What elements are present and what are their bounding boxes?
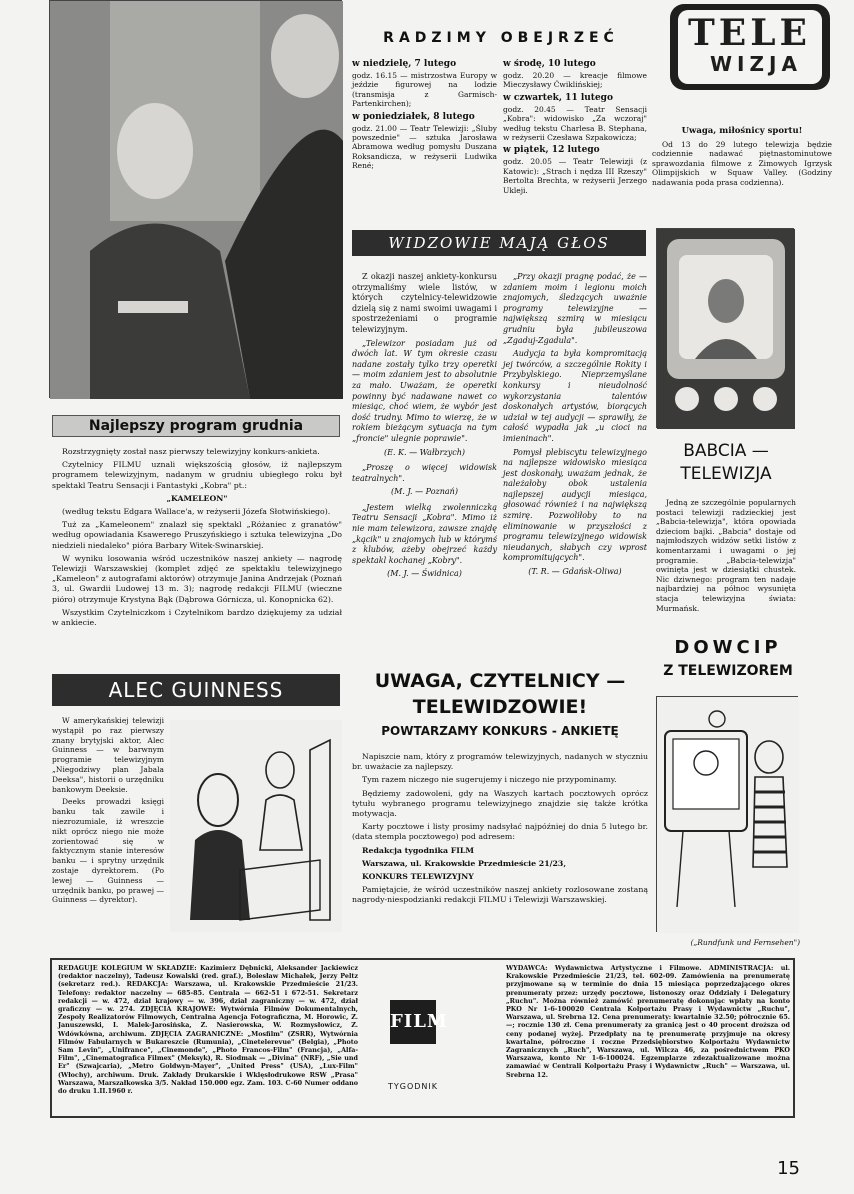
address-line: Redakcja tygodnika FILM <box>362 845 475 855</box>
photo-illustration <box>50 1 343 399</box>
day-heading: w czwartek, 11 lutego <box>503 92 613 103</box>
address-line: Warszawa, ul. Krakowskie Przedmieście 21/23, <box>362 858 567 868</box>
sport-title: Uwaga, miłośnicy sportu! <box>681 126 803 136</box>
babcia-text: Jedną ze szczególnie popularnych postaci telewizji radzieckiej jest „Babcia-telewizja", która opowiada dzieciom bajki. „Babcia" dostaje od najmłodszych widzów setki listów z komentarzami i uwagami o jej programie. „Babcia-telewizja" owinięta jest w dziesiątki chustek. Nic dziwnego: program ten nadaje najbardziej na północ wysunięta stacja telewizyjna świata: Murmańsk. <box>656 498 796 613</box>
dowcip-title-line2: Z TELEWIZOREM <box>663 663 793 679</box>
masthead-publisher: WYDAWCA: Wydawnictwa Artystyczne i Filmowe. ADMINISTRACJA: ul. Krakowskie Przedmieście 21/23, tel. 602-09. Zamówienia na prenumeratę przyjmowane są w terminie do dnia 15 miesiąca poprzedzającego okres prenumeraty przez: urzędy pocztowe, listonoszy oraz Oddziały i Delegatury „Ruchu". Można również zamówić prenumeratę dokonując wpłaty na konto PKO Nr 1-6-100020 Centrala Kolportażu Prasy i Wydawnictw „Ruchu", Warszawa, ul. Srebrna 12. Cena prenumeraty: kwartalnie 32.50; półrocznie 65.—; rocznie 130 zł. Cena prenumeraty za granicą jest o 40 procent droższa od ceny podanej wyżej. Przedpłaty na tę prenumeratę przyjmuje na okresy kwartalne, półroczne i roczne Przedsiębiorstwo Kolportażu Wydawnictw Zagranicznych „Ruch", Warszawa, ul. Wilcza 46, za pośrednictwem PKO Warszawa, konto Nr 1-6-100024. Egzemplarze zdezaktualizowane można zamawiać w Centrali Kolportażu Prasy i Wydawnictw „Ruch" — Warszawa, ul. Srebrna 12. <box>506 964 790 1079</box>
guinness-caricature <box>170 720 342 932</box>
paragraph: Pamiętajcie, że wśród uczestników naszej ankiety rozlosowane zostaną nagrody-niespodzianki redakcji FILMU i Telewizji Warszawskiej. <box>352 885 648 905</box>
address-line: KONKURS TELEWIZYJNY <box>362 872 474 882</box>
paragraph: Napiszcie nam, który z programów telewizyjnych, nadanych w styczniu br. uważacie za najlepszy. <box>352 752 648 772</box>
day-heading: w poniedziałek, 8 lutego <box>352 111 475 122</box>
paragraph: (według tekstu Edgara Wallace'a, w reżyserii Józefa Słotwińskiego). <box>62 507 331 517</box>
paragraph: Tuż za „Kameleonem" znalazł się spektakl „Różaniec z granatów" według opowiadania Ksawerego Pruszyńskiego i sztuka telewizyjna „Do niedzieli niedaleko" pióra Barbary Witek-Swinarskiej. <box>52 520 342 550</box>
dowcip-credit: („Rundfunk und Fernsehen") <box>690 938 800 947</box>
radzimy-col-left <box>352 56 497 206</box>
babcia-title-line2: TELEWIZJA <box>680 464 772 484</box>
paragraph: Tym razem niczego nie sugerujemy i niczego nie przypominamy. <box>362 775 617 785</box>
caricature-drawing <box>170 720 342 932</box>
letter-signature: (T. R. — Gdańsk-Oliwa) <box>528 567 622 577</box>
paragraph-title: „KAMELEON" <box>166 493 228 503</box>
letter-text: „Jestem wielką zwolenniczką Teatru Sensacji „Kobra". Mimo iż nie mam telewizora, zawsze znajdę „kącik" u znajomych lub w którymś z klubów, ażeby obejrzeć każdy spektakl kochanej „Kobry". <box>352 502 497 565</box>
babcia-title-line1: BABCIA — <box>683 441 769 461</box>
program-item: godz. 21.00 — Teatr Telewizji: „Śluby powszednie" — sztuka Jarosława Abramowa według pomysłu Duszana Roksandicza, w reżyserii Ludwika René; <box>352 123 497 171</box>
letter-text: „Przy okazji pragnę podać, że — zdaniem moim i legionu moich znajomych, śledzących uważnie programy telewizyjne — największą szmirą w miesiącu grudniu była jubileuszowa „Zgaduj-Zgadula". <box>503 272 647 345</box>
widzowie-col-1 <box>352 272 497 667</box>
letter-signature: (M. J. — Poznań) <box>391 487 458 497</box>
letter-signature: (M. J. — Świdnica) <box>387 569 462 579</box>
dowcip-title-line1: DOWCIP <box>674 637 782 658</box>
guinness-portrait-photo <box>49 0 342 398</box>
telewizja-logo <box>670 4 830 90</box>
page-number: 15 <box>777 1158 800 1179</box>
alec-title: ALEC GUINNESS <box>52 674 340 706</box>
najlepszy-title: Najlepszy program grudnia <box>52 415 340 437</box>
widzowie-title: WIDZOWIE MAJĄ GŁOS <box>352 230 646 256</box>
program-item: godz. 20.20 — kreacje filmowe Mieczysławy Ćwiklińskiej; <box>503 71 647 90</box>
radzimy-title: RADZIMY OBEJRZEĆ <box>383 30 619 46</box>
logo-text-wizja: WIZJA <box>710 52 802 76</box>
paragraph: Wszystkim Czytelniczkom i Czytelnikom bardzo dziękujemy za udział w ankiecie. <box>52 607 342 628</box>
letter-text: Pomysł plebiscytu telewizyjnego na najlepsze widowisko miesiąca jest doskonały, uważam jednak, że należałoby obok ustalenia najlepszej audycji miesiąca, głosować również i na największą szmirę. Pozwoliłoby to na eliminowanie w przyszłości z programu telewizyjnego widowisk nieudanych, słabych czy wprost kompromitujących". <box>503 447 647 563</box>
babcia-title <box>656 440 796 490</box>
day-heading: w piątek, 12 lutego <box>503 145 600 156</box>
letter-text: Z okazji naszej ankiety-konkursu otrzymaliśmy wiele listów, w których czytelnicy-telewidzowie dzielą się z nami swoimi uwagami i spostrzeżeniami o programie telewizyjnym. <box>352 272 497 334</box>
letter-text: „Proszę o więcej widowisk teatralnych". <box>352 463 497 483</box>
film-logo: FILM <box>390 1000 436 1044</box>
masthead-box <box>50 958 795 1118</box>
day-heading: w środę, 10 lutego <box>503 59 596 69</box>
paragraph: Będziemy zadowoleni, gdy na Waszych kartach pocztowych oprócz tytułu wybranego programu telewizyjnego znajdzie się także krótka motywacja. <box>352 788 648 819</box>
day-heading: w niedzielę, 7 lutego <box>352 59 457 69</box>
sport-notice <box>652 126 832 210</box>
widzowie-col-2 <box>503 272 647 667</box>
tv-set-illustration <box>657 229 795 429</box>
radzimy-col-right <box>503 56 647 206</box>
paragraph: Czytelnicy FILMU uznali większością głosów, iż najlepszym programem telewizyjnym, nadanym w grudniu ubiegłego roku był spektakl Teatru Sensacji i Fantastyki „Kobra" pt.: <box>52 460 342 490</box>
uwaga-title <box>352 668 648 722</box>
paragraph: Karty pocztowe i listy prosimy nadsyłać najpóźniej do dnia 5 lutego br. (data stempla pocztowego) pod adresem: <box>352 822 648 842</box>
sport-text: Od 13 do 29 lutego telewizja będzie codziennie nadawać piętnastominutowe sprawozdania filmowe z Zimowych Igrzysk Olimpijskich w Squaw Valley. (Godziny nadawania poda prasa codzienna). <box>652 140 832 187</box>
paragraph: W wyniku losowania wśród uczestników naszej ankiety — nagrodę Telewizji Warszawskiej (komplet zdjęć ze spektaklu telewizyjnego „Kameleon" z autografami aktorów) otrzymuje Janina Andrzejak (Poznań 3, ul. Gwardii Ludowej 13 m. 3); nagrodę redakcji FILMU (wieczne pióro) otrzymuje Krystyna Bąk (Dąbrowa Górnicza, ul. Konopnicka 62). <box>52 553 342 604</box>
letter-text: „Telewizor posiadam już od dwóch lat. W tym okresie czasu nadane zostały tylko trzy operetki — moim zdaniem jest to absolutnie za mało. Uważam, że operetki powinny być nadawane nawet co miesiąc, choć wiem, że wybór jest dość trudny. Mimo to wierzę, że w rokiem bieżącym sytuacja na tym „froncie" ulegnie poprawie". <box>352 338 497 443</box>
film-logo-subtitle: TYGODNIK <box>387 1082 439 1091</box>
logo-text-tele: TELE <box>688 12 811 54</box>
paragraph: Rozstrzygnięty został nasz pierwszy telewizyjny konkurs-ankieta. <box>62 447 320 456</box>
alec-text <box>52 716 164 944</box>
dowcip-title <box>658 636 798 690</box>
program-item: godz. 20.45 — Teatr Sensacji „Kobra": widowisko „Za wczoraj" według tekstu Charlesa B. Stephana, w reżyserii Czesława Szpakowicza; <box>503 104 647 143</box>
uwaga-text <box>352 752 648 947</box>
uwaga-title-line2: TELEWIDZOWIE! <box>412 696 588 718</box>
uwaga-subtitle: POWTARZAMY KONKURS - ANKIETĘ <box>381 724 619 738</box>
babcia-photo <box>656 228 794 428</box>
program-item: godz. 20.05 — Teatr Telewizji (z Katowic): „Strach i nędza III Rzeszy" Bertolta Brechta, w reżyserii Jerzego Ukleji. <box>503 157 647 195</box>
letter-signature: (E. K. — Wałbrzych) <box>384 447 465 457</box>
uwaga-title-line1: UWAGA, CZYTELNICY — <box>374 670 626 692</box>
program-item: godz. 16.15 — mistrzostwa Europy w jeździe figurowej na lodzie (transmisja z Garmisch-Partenkirchen); <box>352 71 497 109</box>
letter-text: Audycja ta była kompromitacją jej twórców, a szczególnie Rokity i Przybylskiego. Nieprzemyślane konkursy i nieudolność wykorzystania talentów doskonałych artystów, biorących udział w tej audycji — sprawiły, że całość wypadła jak „u cioci na imieninach". <box>503 349 647 443</box>
cartoon-drawing <box>657 697 799 933</box>
paragraph: W amerykańskiej telewizji wystąpił po raz pierwszy znany brytyjski aktor, Alec Guinness — w barwnym programie telewizyjnym „Niegodziwy plan Jabala Deeksa", historii o urzędniku bankowym Deeksie. <box>52 716 164 794</box>
najlepszy-text <box>52 447 342 662</box>
dowcip-cartoon <box>656 696 798 932</box>
masthead-editorial: REDAGUJE KOLEGIUM W SKŁADZIE: Kazimierz Dębnicki, Aleksander Jackiewicz (redaktor naczelny), Tadeusz Kowalski (red. graf.), Bolesław Michałek, Jerzy Peltz (sekretarz red.). REDAKCJA: Warszawa, ul. Krakowskie Przedmieście 21/23. Telefony: redaktor naczelny — 685-85. Centrala — 662-51 i 672-51. Sekretarz redakcji — w. 472, dział krajowy — w. 396, dział zagraniczny — w. 472, dział graficzny — w. 274. ZDJĘCIA KRAJOWE: Wytwórnia Filmów Dokumentalnych, Zespoły Realizatorów Filmowych, Centralna Agencja Fotograficzna, M. Horowic, Z. Januszewski, I. Malek-Jarosińska, Z. Nasierowska, W. Rozmysłowicz, Z. Wdówkówna, archiwum. ZDJĘCIA ZAGRANICZNE: „Mosfilm" (ZSRR), Wytwórnia Filmów Fabularnych w Bukareszcie (Rumunia), „Cinetelerevue" (Belgia), „Photo Sam Levin", „Unifrance", „Cinemonde", „Photo Francos-Film" (Francja), „Alfa-Film", „Cinematografica Filmex" (Meksyk), R. Siodmak — „Divina" (NRF), „Sie und Er" (Szwajcaria), „Metro Goldwyn-Mayer", „United Press" (USA), „Lux-Film" (Włochy), archiwum. Druk. Zakłady Drukarskie i Wklęsłodrukowe RSW „Prasa" Warszawa, Marszałkowska 3/5. Nakład 150.000 egz. Zam. 103. C-60 Numer oddano do druku 1.II.1960 r. <box>58 964 358 1096</box>
paragraph: Deeks prowadzi księgi banku tak zawile i niezrozumiale, iż wreszcie nikt oprócz niego nie może zorientować się w faktycznym stanie interesów banku — i sprytny urzędnik zostaje dyrektorem. (Po lewej — Guinness — urzędnik banku, po prawej — Guinness — dyrektor). <box>52 797 164 905</box>
